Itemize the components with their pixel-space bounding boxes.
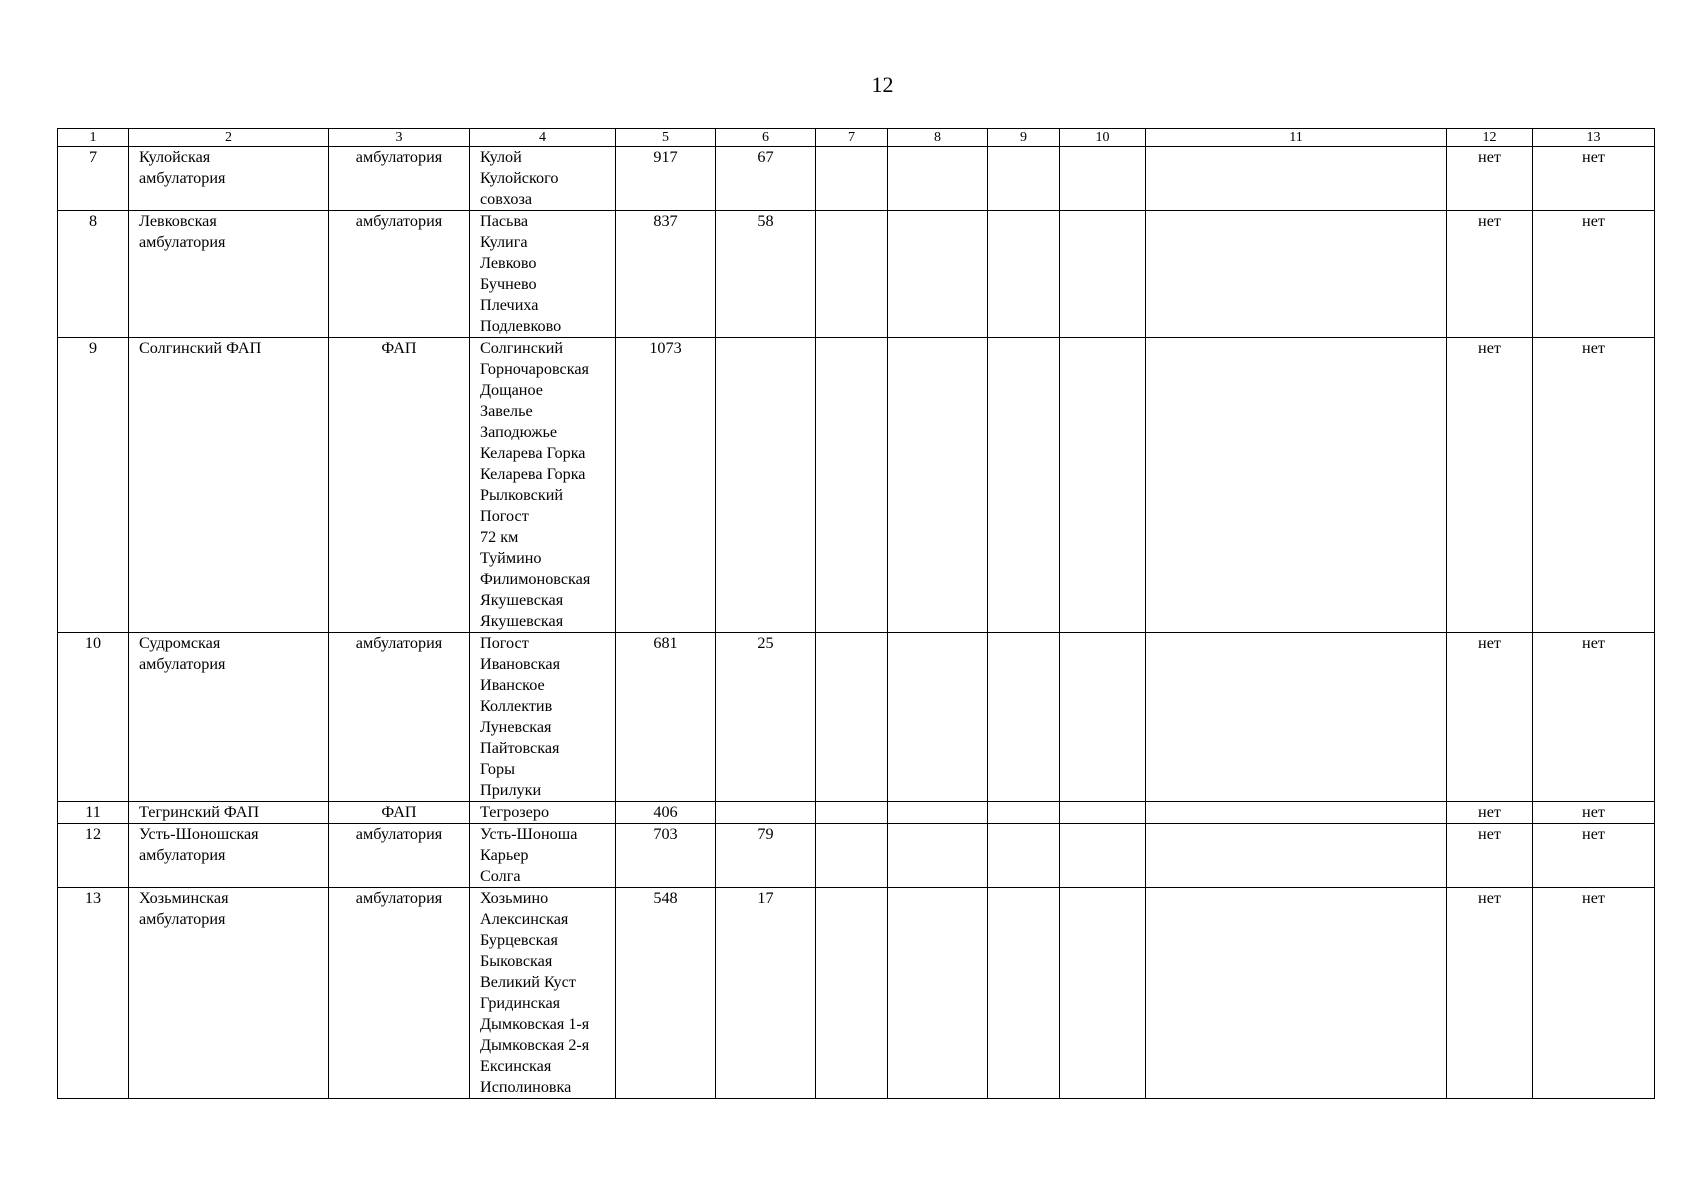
settlement-name: Заподюжье bbox=[480, 423, 558, 441]
col-8-empty bbox=[888, 888, 988, 1099]
facility-type: амбулатория bbox=[329, 147, 470, 211]
table-row bbox=[58, 338, 1655, 633]
settlement-name: Кулой bbox=[480, 148, 522, 166]
col-7-empty bbox=[816, 211, 888, 338]
settlement-name: Левково bbox=[480, 254, 537, 272]
settlement-name: Ексинская bbox=[480, 1057, 552, 1075]
header-cell: 7 bbox=[816, 129, 888, 147]
settlement-name: Коллектив bbox=[480, 697, 553, 715]
col-13-value: нет bbox=[1533, 888, 1655, 1099]
settlement-name: Солгинский bbox=[480, 339, 564, 357]
col-12-value: нет bbox=[1447, 633, 1533, 802]
col-12-value: нет bbox=[1447, 802, 1533, 824]
facility-type: амбулатория bbox=[329, 888, 470, 1099]
table-header-row bbox=[58, 129, 1655, 147]
settlement-name: Прилуки bbox=[480, 781, 542, 799]
settlement-name: Якушевская bbox=[480, 612, 564, 630]
facility-name-line: Усть-Шоношская bbox=[139, 825, 259, 843]
col-12-value: нет bbox=[1447, 888, 1533, 1099]
settlement-name: Келарева Горка bbox=[480, 444, 586, 462]
settlements-list bbox=[470, 633, 616, 802]
facility-name-line: Хозьминская bbox=[139, 889, 229, 907]
settlements-list bbox=[470, 338, 616, 633]
settlement-name: Якушевская bbox=[480, 591, 564, 609]
facility-name bbox=[129, 888, 329, 1099]
facility-type: ФАП bbox=[329, 338, 470, 633]
settlement-name: Бурцевская bbox=[480, 931, 558, 949]
row-number: 7 bbox=[58, 147, 129, 211]
settlement-name: Филимоновская bbox=[480, 570, 591, 588]
col-13-value: нет bbox=[1533, 802, 1655, 824]
facility-name-line: Солгинский ФАП bbox=[139, 339, 262, 357]
settlement-name: Иванское bbox=[480, 676, 545, 694]
col-8-empty bbox=[888, 147, 988, 211]
col-6-value bbox=[716, 802, 816, 824]
col-8-empty bbox=[888, 211, 988, 338]
row-number: 11 bbox=[58, 802, 129, 824]
table-row bbox=[58, 147, 1655, 211]
facilities-table bbox=[57, 128, 1655, 1099]
header-cell: 11 bbox=[1146, 129, 1447, 147]
settlement-name: Рылковский bbox=[480, 486, 564, 504]
col-6-value: 17 bbox=[716, 888, 816, 1099]
settlement-name: Дымковская 1-я bbox=[480, 1015, 590, 1033]
settlement-name: Кулига bbox=[480, 233, 528, 251]
settlement-name: Подлевково bbox=[480, 317, 562, 335]
facility-type: амбулатория bbox=[329, 211, 470, 338]
col-6-value bbox=[716, 338, 816, 633]
settlements-list bbox=[470, 824, 616, 888]
col-8-empty bbox=[888, 633, 988, 802]
col-7-empty bbox=[816, 802, 888, 824]
col-10-empty bbox=[1060, 338, 1146, 633]
settlement-name: Ивановская bbox=[480, 655, 561, 673]
settlement-name: Луневская bbox=[480, 718, 552, 736]
facility-name-line: амбулатория bbox=[139, 846, 226, 864]
col-12-value: нет bbox=[1447, 824, 1533, 888]
col-7-empty bbox=[816, 338, 888, 633]
facility-name bbox=[129, 338, 329, 633]
header-cell: 8 bbox=[888, 129, 988, 147]
col-9-empty bbox=[988, 802, 1060, 824]
header-cell: 2 bbox=[129, 129, 329, 147]
row-number: 13 bbox=[58, 888, 129, 1099]
settlement-name: Дымковская 2-я bbox=[480, 1036, 590, 1054]
facility-name-line: Судромская bbox=[139, 634, 221, 652]
col-11-empty bbox=[1146, 802, 1447, 824]
table-row bbox=[58, 888, 1655, 1099]
col-8-empty bbox=[888, 824, 988, 888]
header-cell: 3 bbox=[329, 129, 470, 147]
settlement-name: Пасьва bbox=[480, 212, 529, 230]
settlement-name: 72 км bbox=[480, 528, 519, 546]
header-cell: 5 bbox=[616, 129, 716, 147]
settlement-name: Горы bbox=[480, 760, 515, 778]
header-cell: 4 bbox=[470, 129, 616, 147]
table-row bbox=[58, 211, 1655, 338]
facility-name bbox=[129, 211, 329, 338]
row-number: 10 bbox=[58, 633, 129, 802]
facility-type: амбулатория bbox=[329, 824, 470, 888]
settlement-name: Бучнево bbox=[480, 275, 537, 293]
header-cell: 13 bbox=[1533, 129, 1655, 147]
settlement-name: Завелье bbox=[480, 402, 533, 420]
header-cell: 10 bbox=[1060, 129, 1146, 147]
col-13-value: нет bbox=[1533, 211, 1655, 338]
settlement-name: Тегрозеро bbox=[480, 803, 550, 821]
settlement-name: Гридинская bbox=[480, 994, 561, 1012]
col-6-value: 67 bbox=[716, 147, 816, 211]
col-5-value: 703 bbox=[616, 824, 716, 888]
col-12-value: нет bbox=[1447, 147, 1533, 211]
facility-name-line: Левковская bbox=[139, 212, 217, 230]
settlement-name: Карьер bbox=[480, 846, 529, 864]
col-9-empty bbox=[988, 147, 1060, 211]
settlement-name: Погост bbox=[480, 634, 529, 652]
col-5-value: 917 bbox=[616, 147, 716, 211]
col-11-empty bbox=[1146, 824, 1447, 888]
col-9-empty bbox=[988, 338, 1060, 633]
facility-name-line: Тегринский ФАП bbox=[139, 803, 260, 821]
col-6-value: 25 bbox=[716, 633, 816, 802]
table-row bbox=[58, 824, 1655, 888]
col-9-empty bbox=[988, 633, 1060, 802]
col-9-empty bbox=[988, 824, 1060, 888]
settlement-name: совхоза bbox=[480, 190, 533, 208]
col-11-empty bbox=[1146, 338, 1447, 633]
facility-type: амбулатория bbox=[329, 633, 470, 802]
facility-name-line: амбулатория bbox=[139, 655, 226, 673]
table-row bbox=[58, 802, 1655, 824]
table-body bbox=[58, 129, 1655, 1099]
facility-name-line: амбулатория bbox=[139, 910, 226, 928]
settlement-name: Погост bbox=[480, 507, 529, 525]
col-12-value: нет bbox=[1447, 338, 1533, 633]
row-number: 9 bbox=[58, 338, 129, 633]
col-5-value: 548 bbox=[616, 888, 716, 1099]
col-5-value: 681 bbox=[616, 633, 716, 802]
header-cell: 9 bbox=[988, 129, 1060, 147]
settlement-name: Кулойского bbox=[480, 169, 559, 187]
col-13-value: нет bbox=[1533, 338, 1655, 633]
settlements-list bbox=[470, 802, 616, 824]
settlement-name: Туймино bbox=[480, 549, 542, 567]
settlement-name: Алексинская bbox=[480, 910, 569, 928]
col-11-empty bbox=[1146, 211, 1447, 338]
facility-name bbox=[129, 824, 329, 888]
col-12-value: нет bbox=[1447, 211, 1533, 338]
facility-type: ФАП bbox=[329, 802, 470, 824]
facility-name bbox=[129, 802, 329, 824]
col-10-empty bbox=[1060, 633, 1146, 802]
col-10-empty bbox=[1060, 147, 1146, 211]
col-11-empty bbox=[1146, 888, 1447, 1099]
facility-name-line: амбулатория bbox=[139, 169, 226, 187]
col-7-empty bbox=[816, 633, 888, 802]
table-row bbox=[58, 633, 1655, 802]
col-5-value: 837 bbox=[616, 211, 716, 338]
settlement-name: Усть-Шоноша bbox=[480, 825, 578, 843]
page-number: 12 bbox=[871, 72, 894, 97]
row-number: 12 bbox=[58, 824, 129, 888]
facility-name-line: амбулатория bbox=[139, 233, 226, 251]
row-number: 8 bbox=[58, 211, 129, 338]
settlement-name: Горночаровская bbox=[480, 360, 589, 378]
col-5-value: 1073 bbox=[616, 338, 716, 633]
settlements-list bbox=[470, 888, 616, 1099]
col-11-empty bbox=[1146, 147, 1447, 211]
col-10-empty bbox=[1060, 802, 1146, 824]
col-10-empty bbox=[1060, 888, 1146, 1099]
col-6-value: 58 bbox=[716, 211, 816, 338]
col-7-empty bbox=[816, 824, 888, 888]
col-7-empty bbox=[816, 147, 888, 211]
col-9-empty bbox=[988, 888, 1060, 1099]
col-8-empty bbox=[888, 802, 988, 824]
col-9-empty bbox=[988, 211, 1060, 338]
settlement-name: Солга bbox=[480, 867, 521, 885]
facility-name bbox=[129, 633, 329, 802]
header-cell: 6 bbox=[716, 129, 816, 147]
col-13-value: нет bbox=[1533, 633, 1655, 802]
col-8-empty bbox=[888, 338, 988, 633]
settlement-name: Хозьмино bbox=[480, 889, 549, 907]
col-6-value: 79 bbox=[716, 824, 816, 888]
col-10-empty bbox=[1060, 824, 1146, 888]
col-13-value: нет bbox=[1533, 147, 1655, 211]
settlement-name: Исполиновка bbox=[480, 1078, 572, 1096]
settlement-name: Пайтовская bbox=[480, 739, 560, 757]
col-11-empty bbox=[1146, 633, 1447, 802]
header-cell: 1 bbox=[58, 129, 129, 147]
settlements-list bbox=[470, 147, 616, 211]
settlement-name: Великий Куст bbox=[480, 973, 576, 991]
settlement-name: Плечиха bbox=[480, 296, 539, 314]
col-10-empty bbox=[1060, 211, 1146, 338]
col-7-empty bbox=[816, 888, 888, 1099]
col-13-value: нет bbox=[1533, 824, 1655, 888]
settlement-name: Келарева Горка bbox=[480, 465, 586, 483]
header-cell: 12 bbox=[1447, 129, 1533, 147]
facility-name bbox=[129, 147, 329, 211]
settlement-name: Дощаное bbox=[480, 381, 543, 399]
settlements-list bbox=[470, 211, 616, 338]
col-5-value: 406 bbox=[616, 802, 716, 824]
settlement-name: Быковская bbox=[480, 952, 553, 970]
facility-name-line: Кулойская bbox=[139, 148, 211, 166]
